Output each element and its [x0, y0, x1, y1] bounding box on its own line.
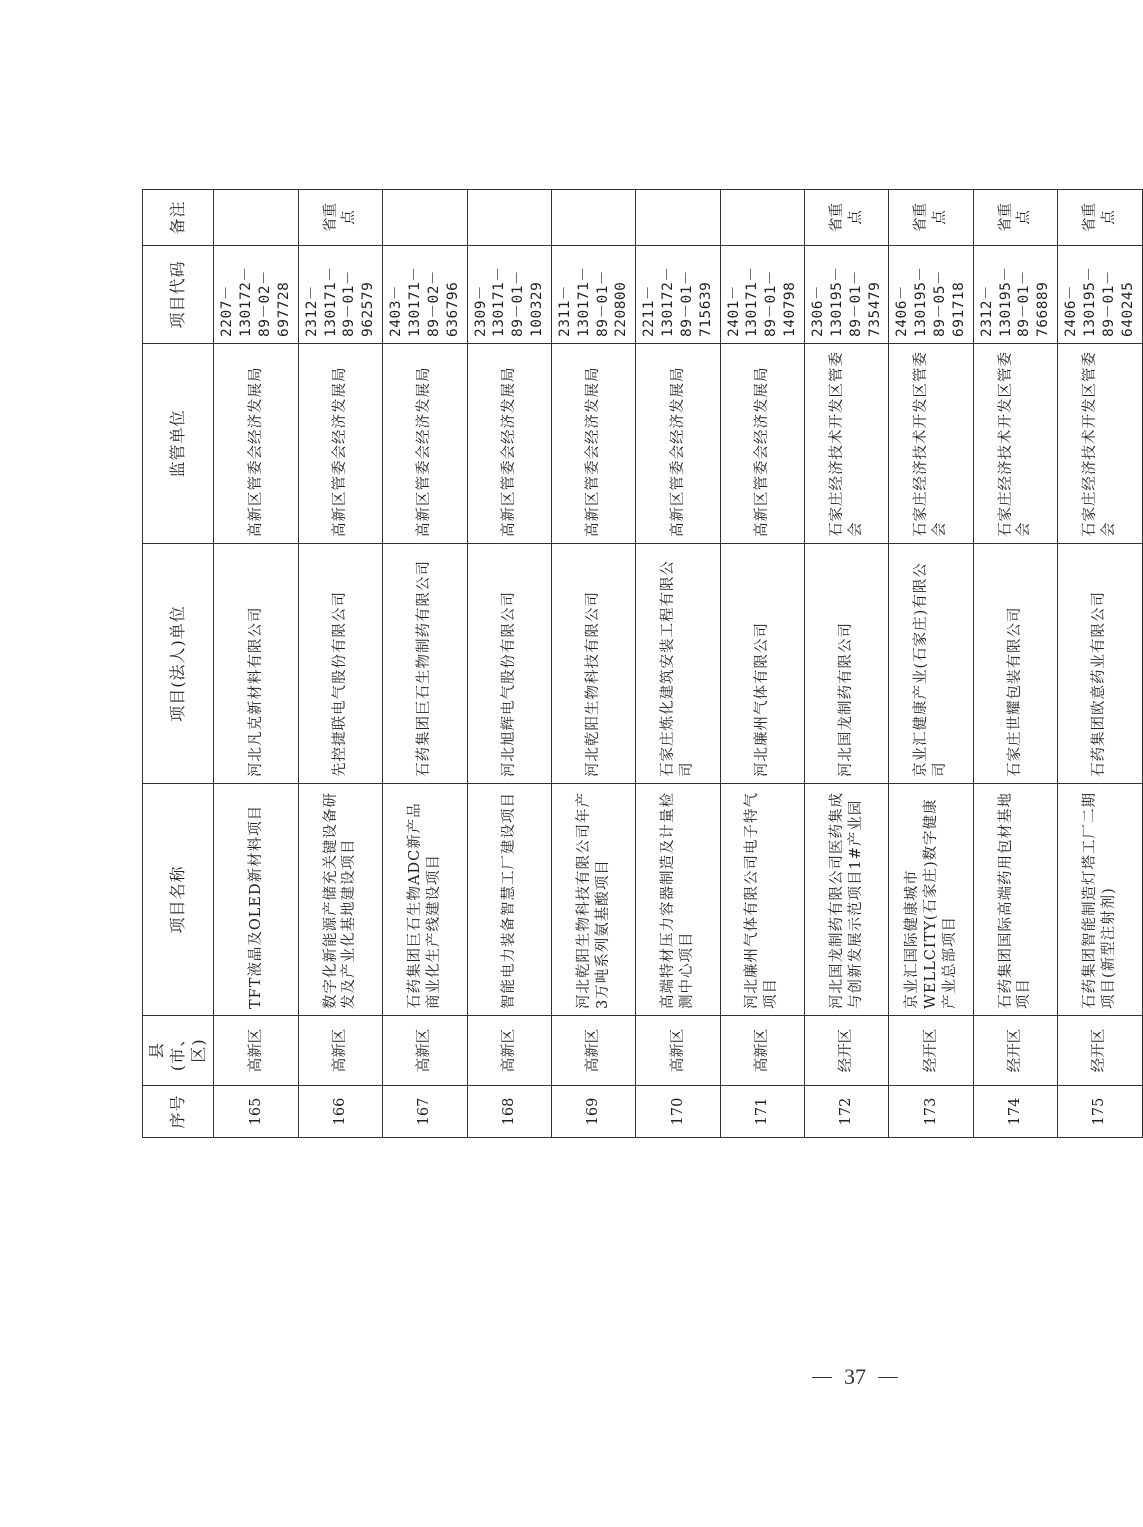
- cell-note: 省重点: [973, 190, 1057, 246]
- cell-supervisor: 石家庄经济技术开发区管委会: [1058, 344, 1142, 544]
- header-county: 县(市、区): [143, 1016, 214, 1086]
- cell-project-name: TFT液晶及OLED新材料项目: [214, 784, 298, 1016]
- cell-serial-number: 166: [298, 1086, 382, 1138]
- cell-supervisor: 高新区管委会经济发展局: [551, 344, 635, 544]
- table-row: [889, 190, 973, 1138]
- cell-note: [720, 190, 804, 246]
- rotated-table-page: [142, 190, 1136, 1138]
- cell-supervisor: 高新区管委会经济发展局: [214, 344, 298, 544]
- cell-legal-unit: 石药集团欧意药业有限公司: [1058, 544, 1142, 784]
- cell-county: 高新区: [551, 1016, 635, 1086]
- cell-serial-number: 169: [551, 1086, 635, 1138]
- cell-project-code: 2309－130171－89－01－100329: [467, 246, 551, 344]
- cell-note: [467, 190, 551, 246]
- footer-dash-left: [812, 1377, 832, 1378]
- cell-supervisor: 高新区管委会经济发展局: [636, 344, 720, 544]
- cell-serial-number: 170: [636, 1086, 720, 1138]
- cell-supervisor: 高新区管委会经济发展局: [298, 344, 382, 544]
- cell-project-name: 河北国龙制药有限公司医药集成与创新发展示范项目1#产业园: [805, 784, 889, 1016]
- cell-project-code: 2306－130195－89－01－735479: [805, 246, 889, 344]
- cell-county: 经开区: [973, 1016, 1057, 1086]
- table-row: [720, 190, 804, 1138]
- cell-note: 省重点: [1058, 190, 1142, 246]
- cell-project-name: 石药集团国际高端药用包材基地项目: [973, 784, 1057, 1016]
- header-supervisor: 监管单位: [143, 344, 214, 544]
- table-row: [805, 190, 889, 1138]
- cell-project-code: 2406－130195－89－05－691718: [889, 246, 973, 344]
- cell-county: 高新区: [636, 1016, 720, 1086]
- cell-project-code: 2207－130172－89－02－697728: [214, 246, 298, 344]
- header-code: 项目代码: [143, 246, 214, 344]
- cell-note: [636, 190, 720, 246]
- cell-supervisor: 石家庄经济技术开发区管委会: [805, 344, 889, 544]
- cell-serial-number: 173: [889, 1086, 973, 1138]
- footer-dash-right: [878, 1377, 898, 1378]
- cell-county: 高新区: [214, 1016, 298, 1086]
- header-note: 备注: [143, 190, 214, 246]
- cell-project-name: 智能电力装备智慧工厂建设项目: [467, 784, 551, 1016]
- cell-project-name: 京业汇国际健康城市WELLCITY(石家庄)数字健康产业总部项目: [889, 784, 973, 1016]
- table-row: [467, 190, 551, 1138]
- table-row: [973, 190, 1057, 1138]
- cell-county: 高新区: [298, 1016, 382, 1086]
- cell-serial-number: 168: [467, 1086, 551, 1138]
- cell-county: 高新区: [720, 1016, 804, 1086]
- cell-note: [551, 190, 635, 246]
- cell-legal-unit: 河北旭辉电气股份有限公司: [467, 544, 551, 784]
- project-table: [142, 189, 1143, 1138]
- cell-note: [214, 190, 298, 246]
- cell-county: 经开区: [1058, 1016, 1142, 1086]
- table-row: [1058, 190, 1142, 1138]
- cell-serial-number: 175: [1058, 1086, 1142, 1138]
- table-row: [383, 190, 467, 1138]
- cell-note: 省重点: [889, 190, 973, 246]
- header-num: 序号: [143, 1086, 214, 1138]
- cell-legal-unit: 先控捷联电气股份有限公司: [298, 544, 382, 784]
- cell-legal-unit: 石药集团巨石生物制药有限公司: [383, 544, 467, 784]
- cell-supervisor: 石家庄经济技术开发区管委会: [973, 344, 1057, 544]
- cell-project-code: 2312－130195－89－01－766889: [973, 246, 1057, 344]
- table-body: [214, 190, 1142, 1138]
- cell-project-code: 2403－130171－89－02－636796: [383, 246, 467, 344]
- cell-serial-number: 171: [720, 1086, 804, 1138]
- cell-supervisor: 高新区管委会经济发展局: [720, 344, 804, 544]
- cell-project-name: 石药集团智能制造灯塔工厂二期项目(新型注射剂): [1058, 784, 1142, 1016]
- cell-serial-number: 167: [383, 1086, 467, 1138]
- cell-county: 高新区: [383, 1016, 467, 1086]
- cell-supervisor: 高新区管委会经济发展局: [383, 344, 467, 544]
- cell-project-name: 数字化新能源产储充关键设备研发及产业化基地建设项目: [298, 784, 382, 1016]
- table-row: [298, 190, 382, 1138]
- cell-supervisor: 石家庄经济技术开发区管委会: [889, 344, 973, 544]
- cell-serial-number: 174: [973, 1086, 1057, 1138]
- cell-legal-unit: 河北廉州气体有限公司: [720, 544, 804, 784]
- cell-serial-number: 172: [805, 1086, 889, 1138]
- cell-project-code: 2401－130171－89－01－140798: [720, 246, 804, 344]
- table-row: [636, 190, 720, 1138]
- page-number: 37: [844, 1364, 866, 1389]
- cell-project-name: 河北廉州气体有限公司电子特气项目: [720, 784, 804, 1016]
- header-name: 项目名称: [143, 784, 214, 1016]
- table-row: [214, 190, 298, 1138]
- cell-note: 省重点: [298, 190, 382, 246]
- cell-project-code: 2311－130171－89－01－220800: [551, 246, 635, 344]
- cell-note: 省重点: [805, 190, 889, 246]
- table-row: [551, 190, 635, 1138]
- cell-note: [383, 190, 467, 246]
- cell-project-name: 高端特材压力容器制造及计量检测中心项目: [636, 784, 720, 1016]
- cell-serial-number: 165: [214, 1086, 298, 1138]
- page-footer: [780, 1362, 930, 1392]
- cell-legal-unit: 石家庄世耀包装有限公司: [973, 544, 1057, 784]
- cell-county: 经开区: [805, 1016, 889, 1086]
- cell-project-name: 石药集团巨石生物ADC新产品商业化生产线建设项目: [383, 784, 467, 1016]
- cell-legal-unit: 河北凡克新材料有限公司: [214, 544, 298, 784]
- cell-project-code: 2211－130172－89－01－715639: [636, 246, 720, 344]
- table-header-row: [143, 190, 214, 1138]
- cell-project-code: 2406－130195－89－01－640245: [1058, 246, 1142, 344]
- cell-supervisor: 高新区管委会经济发展局: [467, 344, 551, 544]
- cell-legal-unit: 京业汇健康产业(石家庄)有限公司: [889, 544, 973, 784]
- cell-legal-unit: 石家庄炼化建筑安装工程有限公司: [636, 544, 720, 784]
- cell-legal-unit: 河北乾阳生物科技有限公司: [551, 544, 635, 784]
- cell-legal-unit: 河北国龙制药有限公司: [805, 544, 889, 784]
- cell-county: 高新区: [467, 1016, 551, 1086]
- cell-county: 经开区: [889, 1016, 973, 1086]
- header-unit: 项目(法人)单位: [143, 544, 214, 784]
- cell-project-code: 2312－130171－89－01－962579: [298, 246, 382, 344]
- cell-project-name: 河北乾阳生物科技有限公司年产3万吨系列氨基酸项目: [551, 784, 635, 1016]
- table-rotator: [142, 190, 1136, 1138]
